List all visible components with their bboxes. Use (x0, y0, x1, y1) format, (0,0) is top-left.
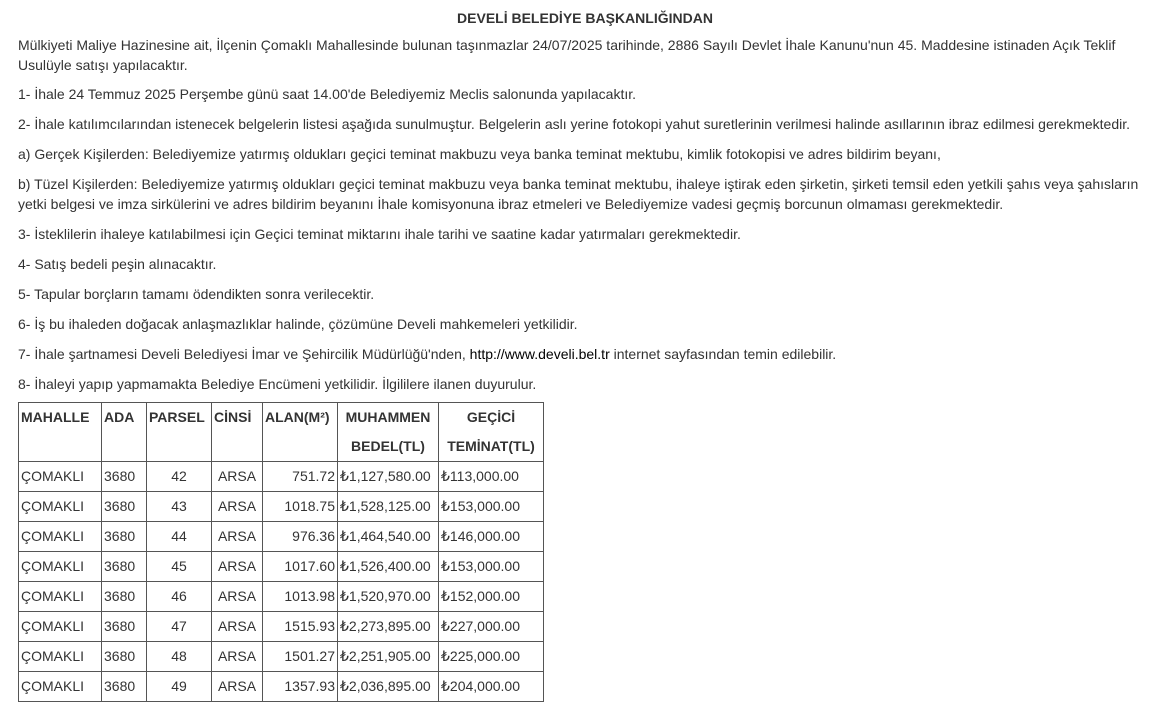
cell-cinsi: ARSA (212, 522, 263, 552)
cell-alan: 1515.93 (263, 612, 338, 642)
item-8: 8- İhaleyi yapıp yapmamakta Belediye Encümeni yetkilidir. İlgililere ilanen duyurulur. (18, 376, 537, 392)
page-title: DEVELİ BELEDİYE BAŞKANLIĞINDAN (457, 10, 713, 26)
table-row (19, 492, 544, 522)
cell-mahalle: ÇOMAKLI (19, 552, 102, 582)
cell-bedel: ₺1,528,125.00 (338, 492, 439, 522)
lots-table (18, 402, 544, 702)
header-alan: ALAN(M²) (263, 403, 338, 462)
item-3: 3- İsteklilerin ihaleye katılabilmesi için Geçici teminat miktarını ihale tarihi ve saatine kadar yatırmaları gerekmektedir. (18, 226, 741, 242)
website-link[interactable]: http://www.develi.bel.tr (469, 346, 610, 362)
cell-bedel: ₺1,127,580.00 (338, 462, 439, 492)
cell-alan: 1357.93 (263, 672, 338, 702)
table-row (19, 582, 544, 612)
table-body (19, 462, 544, 702)
cell-cinsi: ARSA (212, 642, 263, 672)
table-row (19, 612, 544, 642)
cell-alan: 1013.98 (263, 582, 338, 612)
cell-mahalle: ÇOMAKLI (19, 612, 102, 642)
item-7 (18, 344, 1152, 364)
header-gecici-line1: GEÇİCİ (466, 409, 516, 425)
cell-parsel: 49 (147, 672, 212, 702)
header-muhammen-line1: MUHAMMEN (345, 409, 431, 425)
header-cinsi: CİNSİ (212, 403, 263, 462)
cell-parsel: 45 (147, 552, 212, 582)
item-2: 2- İhale katılımcılarından istenecek belgelerin listesi aşağıda sunulmuştur. Belgelerin aslı yerine fotokopi yahut suretlerinin verilmesi halinde asıllarının ibraz edilmesi gerekmektedir. (18, 116, 1131, 132)
header-gecici-teminat (439, 403, 544, 462)
header-muhammen-line2: BEDEL(TL) (351, 438, 425, 454)
table-header-row (19, 403, 544, 462)
cell-teminat: ₺225,000.00 (439, 642, 544, 672)
intro-paragraph: Mülkiyeti Maliye Hazinesine ait, İlçenin Çomaklı Mahallesinde bulunan taşınmazlar 24/07/2025 tarihinde, 2886 Sayılı Devlet İhale Kanunu'nun 45. Maddesine istinaden Açık Teklif Usulüyle satışı yapılacaktır. (18, 37, 1116, 73)
header-ada: ADA (102, 403, 147, 462)
table-row (19, 672, 544, 702)
cell-alan: 751.72 (263, 462, 338, 492)
header-mahalle: MAHALLE (19, 403, 102, 462)
cell-teminat: ₺204,000.00 (439, 672, 544, 702)
cell-alan: 1018.75 (263, 492, 338, 522)
cell-alan: 1501.27 (263, 642, 338, 672)
item-6: 6- İş bu ihaleden doğacak anlaşmazlıklar halinde, çözümüne Develi mahkemeleri yetkilidir. (18, 316, 578, 332)
cell-cinsi: ARSA (212, 582, 263, 612)
cell-cinsi: ARSA (212, 552, 263, 582)
cell-teminat: ₺113,000.00 (439, 462, 544, 492)
item-2a: a) Gerçek Kişilerden: Belediyemize yatırmış oldukları geçici teminat makbuzu veya banka teminat mektubu, kimlik fotokopisi ve adres bildirim beyanı, (18, 146, 941, 162)
cell-teminat: ₺146,000.00 (439, 522, 544, 552)
header-gecici-line2: TEMİNAT(TL) (447, 438, 535, 454)
cell-parsel: 44 (147, 522, 212, 552)
table-row (19, 642, 544, 672)
cell-mahalle: ÇOMAKLI (19, 462, 102, 492)
cell-mahalle: ÇOMAKLI (19, 672, 102, 702)
cell-bedel: ₺1,464,540.00 (338, 522, 439, 552)
cell-ada: 3680 (102, 612, 147, 642)
cell-ada: 3680 (102, 492, 147, 522)
cell-cinsi: ARSA (212, 672, 263, 702)
cell-ada: 3680 (102, 582, 147, 612)
cell-bedel: ₺2,273,895.00 (338, 612, 439, 642)
cell-mahalle: ÇOMAKLI (19, 522, 102, 552)
item-4: 4- Satış bedeli peşin alınacaktır. (18, 256, 217, 272)
cell-ada: 3680 (102, 552, 147, 582)
cell-mahalle: ÇOMAKLI (19, 492, 102, 522)
cell-parsel: 48 (147, 642, 212, 672)
cell-cinsi: ARSA (212, 462, 263, 492)
cell-ada: 3680 (102, 462, 147, 492)
cell-teminat: ₺153,000.00 (439, 552, 544, 582)
cell-bedel: ₺2,036,895.00 (338, 672, 439, 702)
table-row (19, 522, 544, 552)
item-5: 5- Tapular borçların tamamı ödendikten sonra verilecektir. (18, 286, 375, 302)
cell-mahalle: ÇOMAKLI (19, 582, 102, 612)
cell-parsel: 43 (147, 492, 212, 522)
cell-parsel: 42 (147, 462, 212, 492)
cell-cinsi: ARSA (212, 612, 263, 642)
cell-teminat: ₺152,000.00 (439, 582, 544, 612)
header-parsel: PARSEL (147, 403, 212, 462)
item-2b: b) Tüzel Kişilerden: Belediyemize yatırmış oldukları geçici teminat makbuzu veya banka teminat mektubu, ihaleye iştirak eden şirketin, şirketi temsil eden yetkili şahıs veya şahısların yetki belgesi ve imza sirkülerini ve adres bildirim beyanını İhale komisyonuna ibraz etmeleri ve Belediyemize vadesi geçmiş borcunun olmaması gerekmektedir. (18, 176, 1139, 212)
cell-ada: 3680 (102, 642, 147, 672)
cell-ada: 3680 (102, 672, 147, 702)
cell-teminat: ₺227,000.00 (439, 612, 544, 642)
header-muhammen-bedel (338, 403, 439, 462)
cell-ada: 3680 (102, 522, 147, 552)
cell-parsel: 47 (147, 612, 212, 642)
cell-mahalle: ÇOMAKLI (19, 642, 102, 672)
cell-alan: 976.36 (263, 522, 338, 552)
table-row (19, 552, 544, 582)
cell-teminat: ₺153,000.00 (439, 492, 544, 522)
cell-parsel: 46 (147, 582, 212, 612)
item-1: 1- İhale 24 Temmuz 2025 Perşembe günü saat 14.00'de Belediyemiz Meclis salonunda yapılacaktır. (18, 86, 636, 102)
item-7-text: 7- İhale şartnamesi Develi Belediyesi İmar ve Şehircilik Müdürlüğü'nden, (18, 346, 470, 362)
cell-cinsi: ARSA (212, 492, 263, 522)
cell-bedel: ₺1,526,400.00 (338, 552, 439, 582)
cell-bedel: ₺2,251,905.00 (338, 642, 439, 672)
item-7-suffix: internet sayfasından temin edilebilir. (609, 346, 837, 362)
cell-bedel: ₺1,520,970.00 (338, 582, 439, 612)
cell-alan: 1017.60 (263, 552, 338, 582)
table-row (19, 462, 544, 492)
